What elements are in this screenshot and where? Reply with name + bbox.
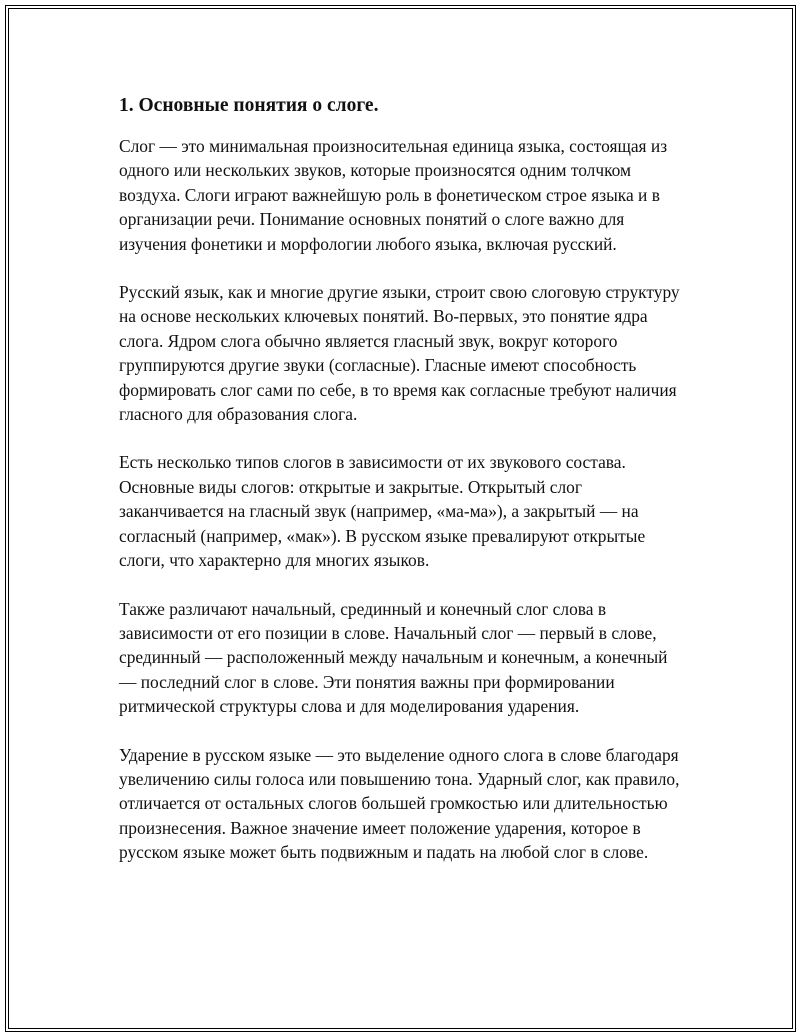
paragraph-syllable-types: Есть несколько типов слогов в зависимости от их звукового состава. Основные виды слогов: открытые и закрытые. Открытый слог заканчивается на гласный звук (например, «ма-ма»), а закрытый — на согласный (например, «мак»). В русском языке превалируют открытые слоги, что характерно для многих языков.	[119, 452, 646, 571]
document-body	[119, 92, 689, 889]
paragraph-stress: Ударение в русском языке — это выделение одного слога в слове благодаря увеличению силы голоса или повышению тона. Ударный слог, как правило, отличается от остальных слогов большей громкостью или длительностью произнесения. Важное значение имеет положение ударения, которое в русском языке может быть подвижным и падать на любой слог в слове.	[119, 744, 680, 863]
paragraph-syllable-definition: Слог — это минимальная произносительная единица языка, состоящая из одного или нескольких звуков, которые произносятся одним толчком воздуха. Слоги играют важнейшую роль в фонетическом строе языка и в организации речи. Понимание основных понятий о слоге важно для изучения фонетики и морфологии любого языка, включая русский.	[119, 136, 668, 254]
paragraph-syllable-position: Также различают начальный, срединный и конечный слог слова в зависимости от его позиции в слове. Начальный слог — первый в слове, срединный — расположенный между начальным и конечным, а конечный — последний слог в слове. Эти понятия важны при формировании ритмической структуры слова и для моделирования ударения.	[119, 598, 668, 717]
document-heading: 1. Основные понятия о слоге.	[119, 95, 379, 116]
paragraph-syllable-nucleus: Русский язык, как и многие другие языки, строит свою слоговую структуру на основе нескольких ключевых понятий. Во-первых, это понятие ядра слога. Ядром слога обычно является гласный звук, вокруг которого группируются другие звуки (согласные). Гласные имеют способность формировать слог сами по себе, в то время как согласные требуют наличия гласного для образования слога.	[119, 282, 680, 425]
